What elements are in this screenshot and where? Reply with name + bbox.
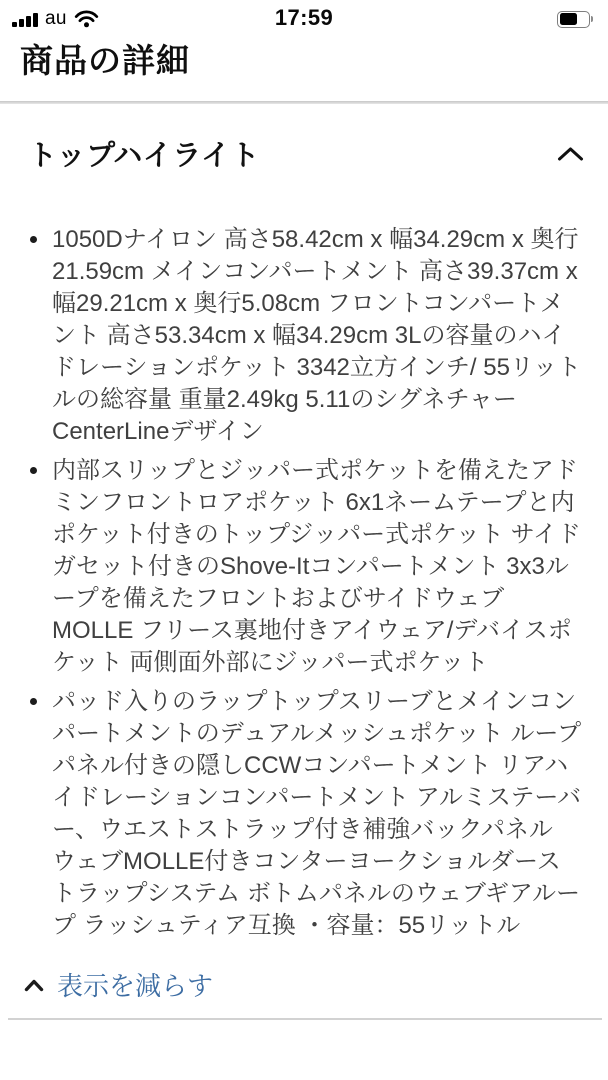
highlights-list [0, 224, 582, 942]
chevron-up-icon[interactable] [557, 146, 584, 162]
chevron-up-icon [24, 979, 44, 992]
status-bar-right [557, 11, 594, 28]
list-item [30, 686, 582, 942]
section-title: トップハイライト [28, 140, 260, 172]
cellular-signal-icon [12, 12, 38, 27]
status-bar [0, 0, 608, 32]
divider [0, 101, 608, 104]
carrier-label: au [45, 8, 67, 29]
show-less-link[interactable] [24, 966, 213, 1003]
list-item [30, 224, 582, 448]
list-item [30, 455, 582, 679]
top-highlights-section [0, 133, 608, 1003]
highlight-text: パッド入りのラップトップスリーブとメインコンパートメントのデュアルメッシュポケット ループパネル付きの隠しCCWコンパートメント リアハイドレーションコンパートメント アルミステーバー、ウエストストラップ付き補強バックパネル ウェブMOLLE付きコンターヨークショルダーストラップシステム ボトムパネルのウェブギアループ ラッシュティア互換 ・容量：55リットル [52, 688, 582, 939]
section-header-top-highlights[interactable] [28, 133, 584, 174]
highlight-text: 内部スリップとジッパー式ポケットを備えたアドミンフロントロアポケット 6x1ネームテープと内ポケット付きのトップジッパー式ポケット サイドガセット付きのShove-Itコンパートメント 3x3ループを備えたフロントおよびサイドウェブMOLLE フリース裏地付きアイウェア/デバイスポケット 両側面外部にジッパー式ポケット [52, 457, 581, 676]
show-less-label: 表示を減らす [57, 971, 214, 1001]
highlight-text: 1050Dナイロン 高さ58.42cm x 幅34.29cm x 奥行21.59cm メインコンパートメント 高さ39.37cm x 幅29.21cm x 奥行5.08cm フロントコンパートメント 高さ53.34cm x 幅34.29cm 3Lの容量のハイドレーションポケット 3342立方インチ/ 55リットルの総容量 重量2.49kg 5.11のシグネチャーCenterLineデザイン [52, 226, 581, 445]
page-title: 商品の詳細 [20, 42, 190, 79]
bullet-icon [30, 224, 52, 448]
bullet-icon [30, 686, 52, 942]
status-time: 17:59 [274, 5, 334, 30]
wifi-icon [74, 10, 99, 28]
status-bar-left [12, 8, 99, 30]
bullet-icon [30, 455, 52, 679]
battery-icon [557, 11, 594, 28]
divider [8, 1018, 602, 1020]
